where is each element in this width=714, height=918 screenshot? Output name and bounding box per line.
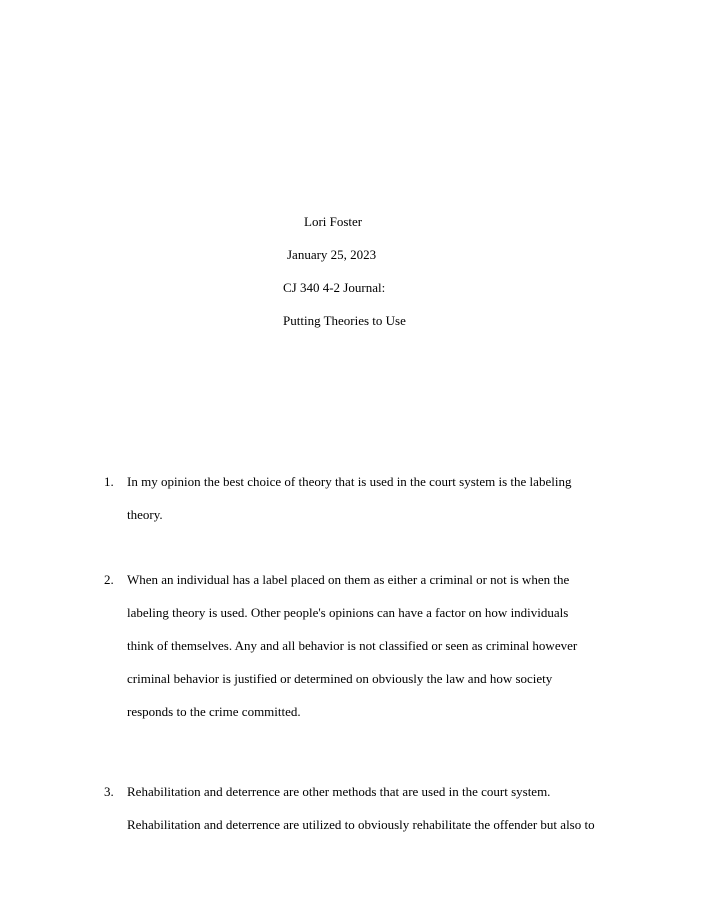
list-text-line: theory. [127,507,163,522]
list-text-line: think of themselves. Any and all behavior is not classified or seen as criminal however [127,638,578,653]
list-number: 2. [104,572,114,587]
author-name: Lori Foster [304,214,363,229]
list-number: 3. [104,784,114,799]
document-date: January 25, 2023 [287,247,377,262]
list-text-line: In my opinion the best choice of theory that is used in the court system is the labeling [127,474,572,489]
list-text-line: criminal behavior is justified or determined on obviously the law and how society [127,671,553,686]
list-text-line: responds to the crime committed. [127,704,301,719]
list-text-line: labeling theory is used. Other people's opinions can have a factor on how individuals [127,605,569,620]
list-number: 1. [104,474,114,489]
list-text-line: When an individual has a label placed on them as either a criminal or not is when the [127,572,570,587]
course-heading: CJ 340 4-2 Journal: [283,280,386,295]
list-text-line: Rehabilitation and deterrence are utilized to obviously rehabilitate the offender but also to [127,817,595,832]
journal-title: Putting Theories to Use [283,313,406,328]
list-text-line: Rehabilitation and deterrence are other methods that are used in the court system. [127,784,551,799]
